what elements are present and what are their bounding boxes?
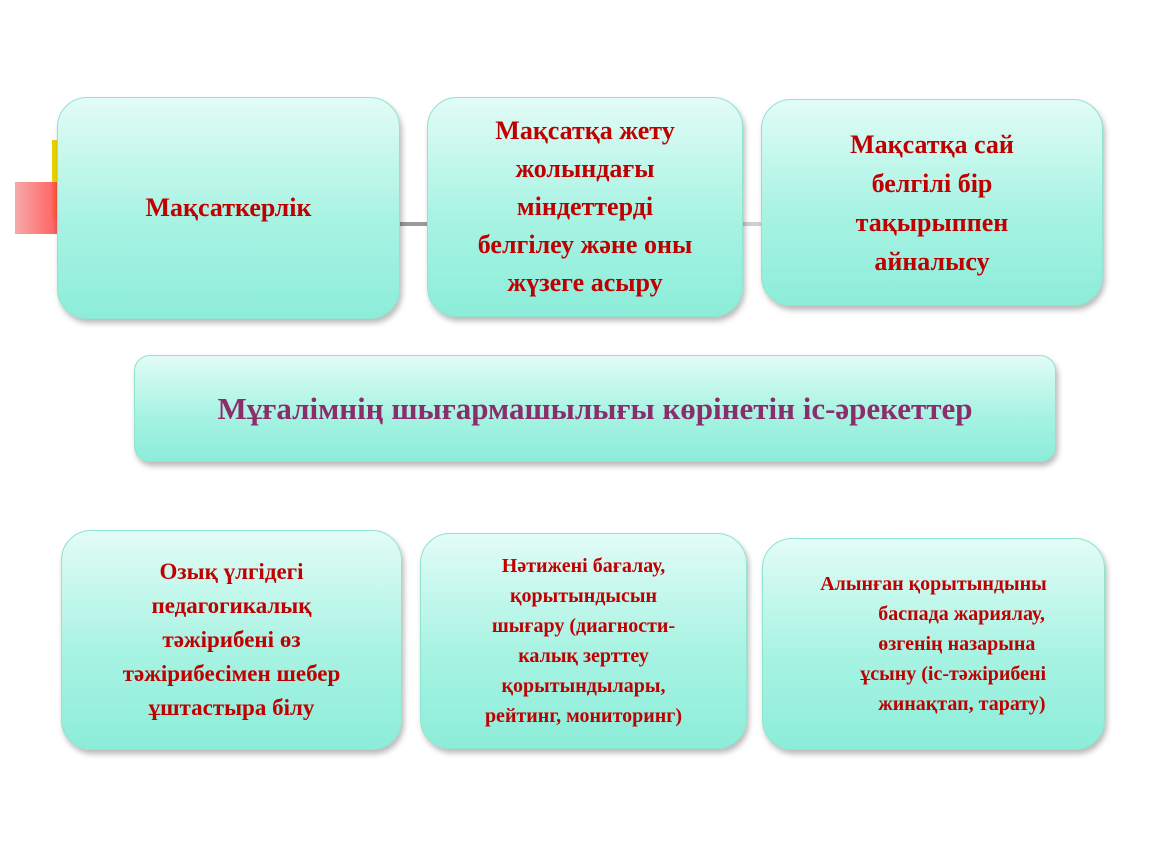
center-box-text: Мұғалімнің шығармашылығы көрінетін іс-әрекеттер	[217, 390, 973, 426]
box-text-line: қорытындысын	[510, 585, 657, 607]
box-defining-tasks	[427, 97, 743, 317]
box-text-line: айналысу	[874, 246, 990, 276]
box-text-line: жолындағы	[515, 154, 655, 183]
box-text-line: шығару (диагности-	[491, 615, 676, 637]
box-evaluate-results	[420, 533, 747, 749]
box-text-line: педагогикалық	[151, 593, 312, 618]
box-text-line: ұсыну (іс-тәжірибені	[860, 663, 1047, 685]
box-text-line: қорытындылары,	[501, 675, 666, 697]
box-text-line: белгілі бір	[871, 168, 993, 198]
box-text-line: міндеттерді	[516, 192, 654, 221]
box-text-line: Мақсатқа сай	[850, 129, 1014, 159]
box-text-line: Нәтижені бағалау,	[501, 555, 666, 577]
box-text-line: рейтинг, мониторинг)	[484, 705, 683, 727]
box-goal-orientation	[57, 97, 400, 319]
box-text-line: Озық үлгідегі	[159, 559, 304, 584]
box-text-line: белгілеу және оны	[477, 230, 693, 259]
box-text-line: Мақсаткерлік	[145, 193, 312, 222]
box-text-line: жинақтап, тарату)	[878, 693, 1046, 715]
box-text-line: тәжірибені өз	[162, 627, 301, 652]
box-text-line: жүзеге асыру	[507, 268, 663, 297]
box-text-line: Мақсатқа жету	[495, 116, 675, 145]
box-text-line: өзгенің назарына	[878, 633, 1036, 655]
box-combine-experience	[61, 530, 402, 750]
box-text-line: тақырыппен	[855, 207, 1009, 237]
box-text-line: тәжірибесімен шебер	[122, 661, 341, 686]
box-text-line: калық зерттеу	[518, 645, 649, 667]
box-text-line: ұштастыра білу	[148, 695, 315, 720]
box-specific-topic	[761, 99, 1103, 306]
box-text-line: баспада жариялау,	[878, 603, 1045, 625]
box-text-line: Алынған қорытындыны	[820, 573, 1047, 595]
center-box-teacher-creativity	[134, 355, 1056, 462]
box-publish-results	[762, 538, 1105, 750]
